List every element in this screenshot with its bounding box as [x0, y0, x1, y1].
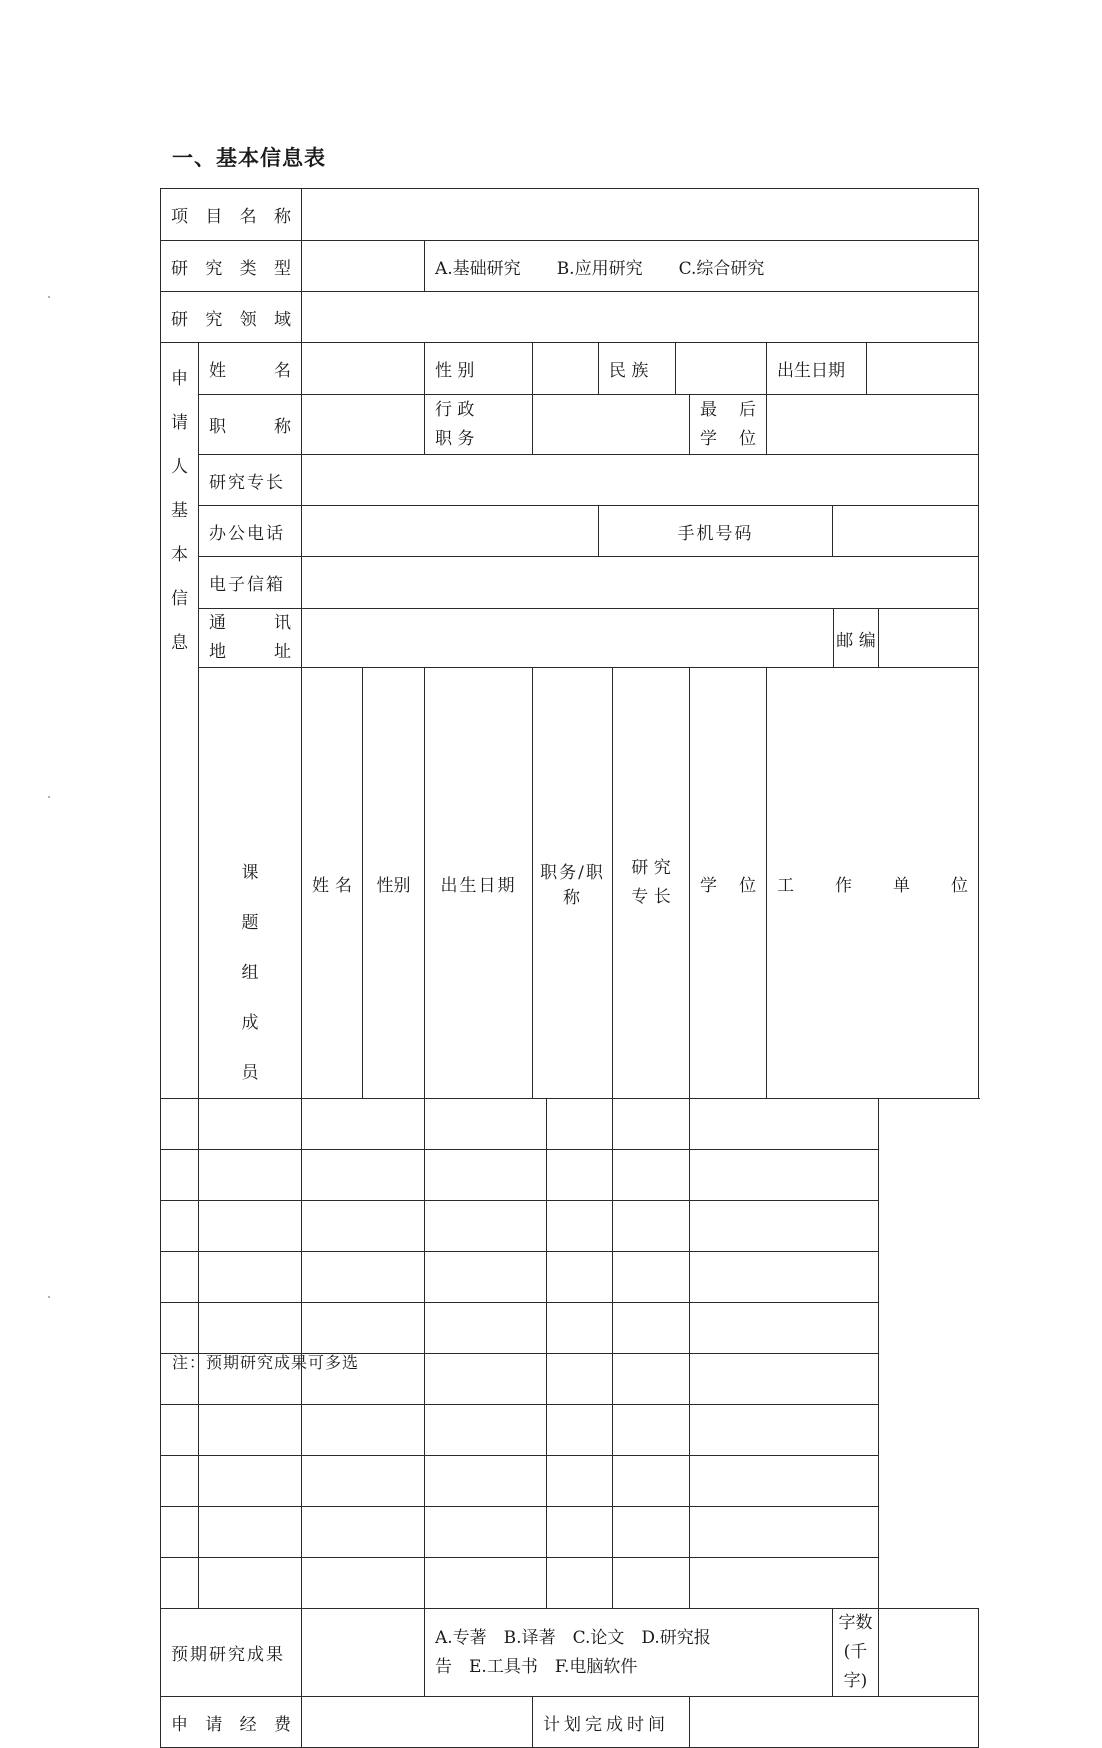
- member-gender-cell[interactable]: [199, 1099, 302, 1150]
- member-post-title-cell[interactable]: [425, 1252, 547, 1303]
- research-type-options: [425, 241, 979, 292]
- member-birth-date-cell[interactable]: [302, 1303, 425, 1354]
- member-birth-date-cell[interactable]: [302, 1099, 425, 1150]
- member-name-cell[interactable]: [161, 1405, 199, 1456]
- member-gender-cell[interactable]: [199, 1150, 302, 1201]
- page-title: 一、基本信息表: [172, 146, 326, 170]
- member-specialty-cell[interactable]: [547, 1354, 613, 1405]
- word-count-field[interactable]: [879, 1609, 979, 1697]
- member-name-header: 姓 名: [302, 668, 363, 1099]
- scan-dot: [48, 296, 50, 298]
- applicant-name-label: 姓 名: [199, 343, 302, 395]
- member-gender-header: 性别: [363, 668, 425, 1099]
- member-gender-cell[interactable]: [199, 1405, 302, 1456]
- member-row: [161, 1507, 979, 1558]
- member-specialty-cell[interactable]: [547, 1201, 613, 1252]
- research-field-field[interactable]: [302, 292, 979, 343]
- member-name-cell[interactable]: [161, 1303, 199, 1354]
- member-birth-date-cell[interactable]: [302, 1252, 425, 1303]
- mobile-field[interactable]: [833, 506, 979, 557]
- member-name-cell[interactable]: [161, 1252, 199, 1303]
- email-label: 电子信箱: [199, 557, 302, 609]
- member-degree-cell[interactable]: [613, 1456, 690, 1507]
- member-work-unit-cell[interactable]: [690, 1405, 879, 1456]
- member-row: [161, 1252, 979, 1303]
- title-label: 职 称: [199, 395, 302, 455]
- plan-time-field[interactable]: [690, 1697, 979, 1748]
- option-applied-research[interactable]: B.应用研究: [556, 258, 643, 279]
- member-name-cell[interactable]: [161, 1456, 199, 1507]
- member-degree-header: 学 位: [690, 668, 767, 1099]
- member-work-unit-cell[interactable]: [690, 1507, 879, 1558]
- member-gender-cell[interactable]: [199, 1201, 302, 1252]
- project-name-label: 项 目 名 称: [161, 189, 302, 241]
- member-work-unit-cell[interactable]: [690, 1252, 879, 1303]
- ethnicity-label: 民 族: [599, 343, 676, 395]
- member-row: [161, 1099, 979, 1150]
- member-post-title-cell[interactable]: [425, 1099, 547, 1150]
- member-birth-date-cell[interactable]: [302, 1201, 425, 1252]
- member-name-cell[interactable]: [161, 1150, 199, 1201]
- member-gender-cell[interactable]: [199, 1558, 302, 1609]
- expected-results-label: 预期研究成果: [161, 1609, 302, 1697]
- member-degree-cell[interactable]: [613, 1252, 690, 1303]
- member-work-unit-cell[interactable]: [690, 1456, 879, 1507]
- funding-label: 申 请 经 费: [161, 1697, 302, 1748]
- title-field[interactable]: [302, 395, 425, 455]
- member-post-title-header: 职务/职称: [533, 668, 613, 1099]
- postcode-field[interactable]: [879, 609, 979, 668]
- member-specialty-cell[interactable]: [547, 1099, 613, 1150]
- admin-post-field[interactable]: [533, 395, 690, 455]
- mobile-label: 手机号码: [599, 506, 833, 557]
- member-degree-cell[interactable]: [613, 1558, 690, 1609]
- member-specialty-cell[interactable]: [547, 1507, 613, 1558]
- member-degree-cell[interactable]: [613, 1354, 690, 1405]
- member-post-title-cell[interactable]: [425, 1354, 547, 1405]
- member-specialty-cell[interactable]: [547, 1558, 613, 1609]
- member-birth-date-cell[interactable]: [302, 1456, 425, 1507]
- member-gender-cell[interactable]: [199, 1303, 302, 1354]
- postcode-label: 邮 编: [834, 609, 879, 668]
- ethnicity-field[interactable]: [676, 343, 767, 395]
- gender-field[interactable]: [533, 343, 599, 395]
- member-birth-date-cell[interactable]: [302, 1558, 425, 1609]
- member-gender-cell[interactable]: [199, 1252, 302, 1303]
- email-field[interactable]: [302, 557, 979, 609]
- member-degree-cell[interactable]: [613, 1303, 690, 1354]
- scan-dot: [48, 1296, 50, 1298]
- last-degree-label: 最 后 学 位: [690, 395, 767, 455]
- member-specialty-cell[interactable]: [547, 1252, 613, 1303]
- address-label: 通 讯 地 址: [199, 609, 302, 668]
- word-count-label: 字数 (千字): [833, 1609, 879, 1697]
- office-phone-label: 办公电话: [199, 506, 302, 557]
- option-basic-research[interactable]: A.基础研究: [435, 258, 521, 279]
- member-work-unit-cell[interactable]: [690, 1201, 879, 1252]
- research-field-label: 研 究 领 域: [161, 292, 302, 343]
- address-field[interactable]: [302, 609, 834, 668]
- member-specialty-cell[interactable]: [547, 1150, 613, 1201]
- member-work-unit-cell[interactable]: [690, 1354, 879, 1405]
- member-specialty-cell[interactable]: [547, 1456, 613, 1507]
- scan-dot: [48, 796, 50, 798]
- members-section-label: 课 题 组 成 员: [199, 668, 302, 1099]
- member-post-title-cell[interactable]: [425, 1150, 547, 1201]
- member-gender-cell[interactable]: [199, 1456, 302, 1507]
- last-degree-field[interactable]: [767, 395, 979, 455]
- research-type-field[interactable]: [302, 241, 425, 292]
- gender-label: 性 别: [425, 343, 533, 395]
- member-row: [161, 1303, 979, 1354]
- member-row: [161, 1456, 979, 1507]
- member-row: [161, 1201, 979, 1252]
- member-post-title-cell[interactable]: [425, 1405, 547, 1456]
- birth-date-label: 出生日期: [767, 343, 867, 395]
- member-post-title-cell[interactable]: [425, 1201, 547, 1252]
- member-row: [161, 1405, 979, 1456]
- member-work-unit-cell[interactable]: [690, 1558, 879, 1609]
- expected-results-field[interactable]: [302, 1609, 425, 1697]
- admin-post-label: 行 政 职 务: [425, 395, 533, 455]
- birth-date-field[interactable]: [867, 343, 979, 395]
- member-birth-date-header: 出生日期: [425, 668, 533, 1099]
- member-birth-date-cell[interactable]: [302, 1507, 425, 1558]
- specialty-field[interactable]: [302, 455, 979, 506]
- member-gender-cell[interactable]: [199, 1507, 302, 1558]
- basic-info-table: [160, 188, 979, 1748]
- member-work-unit-cell[interactable]: [690, 1099, 879, 1150]
- plan-time-label: 计划完成时间: [533, 1697, 690, 1748]
- member-name-cell[interactable]: [161, 1201, 199, 1252]
- member-post-title-cell[interactable]: [425, 1456, 547, 1507]
- member-work-unit-cell[interactable]: [690, 1303, 879, 1354]
- member-work-unit-cell[interactable]: [690, 1150, 879, 1201]
- member-degree-cell[interactable]: [613, 1405, 690, 1456]
- member-row: [161, 1558, 979, 1609]
- research-type-label: 研 究 类 型: [161, 241, 302, 292]
- member-work-unit-header: 工 作 单 位: [767, 668, 979, 1099]
- member-post-title-cell[interactable]: [425, 1558, 547, 1609]
- project-name-field[interactable]: [302, 189, 979, 241]
- member-specialty-cell[interactable]: [547, 1405, 613, 1456]
- expected-results-options: A.专著 B.译著 C.论文 D.研究报 告 E.工具书 F.电脑软件: [425, 1609, 833, 1697]
- member-name-cell[interactable]: [161, 1507, 199, 1558]
- member-degree-cell[interactable]: [613, 1150, 690, 1201]
- member-specialty-header: 研 究 专 长: [613, 668, 690, 1099]
- option-comprehensive-research[interactable]: C.综合研究: [678, 258, 765, 279]
- member-post-title-cell[interactable]: [425, 1507, 547, 1558]
- member-degree-cell[interactable]: [613, 1201, 690, 1252]
- member-specialty-cell[interactable]: [547, 1303, 613, 1354]
- applicant-section-label: 申 请 人 基 本 信 息: [161, 343, 199, 1099]
- member-post-title-cell[interactable]: [425, 1303, 547, 1354]
- funding-field[interactable]: [302, 1697, 533, 1748]
- member-name-cell[interactable]: [161, 1558, 199, 1609]
- applicant-name-field[interactable]: [302, 343, 425, 395]
- office-phone-field[interactable]: [302, 506, 599, 557]
- member-name-cell[interactable]: [161, 1099, 199, 1150]
- member-row: [161, 1150, 979, 1201]
- member-degree-cell[interactable]: [613, 1099, 690, 1150]
- specialty-label: 研究专长: [199, 455, 302, 506]
- member-birth-date-cell[interactable]: [302, 1405, 425, 1456]
- member-degree-cell[interactable]: [613, 1507, 690, 1558]
- footnote: 注：预期研究成果可多选: [172, 1353, 360, 1372]
- member-birth-date-cell[interactable]: [302, 1150, 425, 1201]
